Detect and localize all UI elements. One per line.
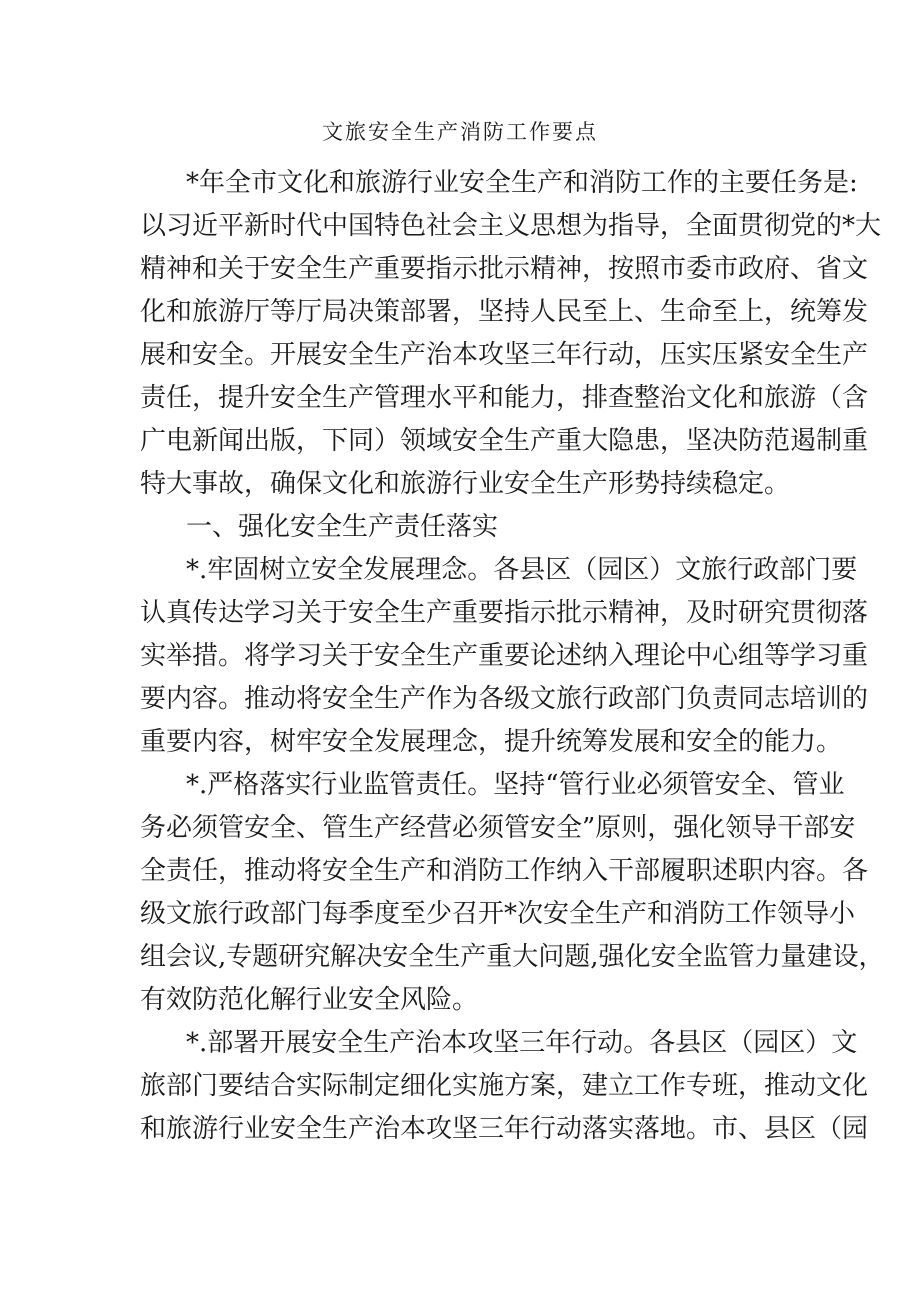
para3-line-2: 旅部门要结合实际制定细化实施方案，建立工作专班，推动文化 xyxy=(140,1071,869,1101)
para2-line-5: 组会议,专题研究解决安全生产重大问题,强化安全监管力量建设， xyxy=(140,942,885,972)
intro-line-7: 广电新闻出版，下同）领域安全生产重大隐患，坚决防范遏制重 xyxy=(140,426,869,456)
para3-line-3: 和旅游行业安全生产治本攻坚三年行动落实落地。市、县区（园 xyxy=(140,1114,869,1144)
para1-line-3: 实举措。将学习关于安全生产重要论述纳入理论中心组等学习重 xyxy=(140,641,869,671)
para2-line-2: 务必须管安全、管生产经营必须管安全”原则，强化领导干部安 xyxy=(140,813,856,843)
intro-line-5: 展和安全。开展安全生产治本攻坚三年行动，压实压紧安全生产 xyxy=(140,340,869,370)
intro-line-2: 以习近平新时代中国特色社会主义思想为指导，全面贯彻党的*大 xyxy=(140,211,882,241)
para2-line-1: *.严格落实行业监管责任。坚持“管行业必须管安全、管业 xyxy=(186,770,845,800)
intro-line-1: *年全市文化和旅游行业安全生产和消防工作的主要任务是: xyxy=(186,168,858,198)
para1-line-2: 认真传达学习关于安全生产重要指示批示精神，及时研究贯彻落 xyxy=(140,598,869,628)
intro-line-4: 化和旅游厅等厅局决策部署，坚持人民至上、生命至上，统筹发 xyxy=(140,297,869,327)
section-heading-1: 一、强化安全生产责任落实 xyxy=(186,512,499,542)
para2-line-6: 有效防范化解行业安全风险。 xyxy=(140,985,479,1015)
para1-line-5: 重要内容，树牢安全发展理念，提升统筹发展和安全的能力。 xyxy=(140,727,843,757)
intro-line-3: 精神和关于安全生产重要指示批示精神，按照市委市政府、省文 xyxy=(140,254,869,284)
para1-line-1: *.牢固树立安全发展理念。各县区（园区）文旅行政部门要 xyxy=(186,555,858,585)
intro-line-6: 责任，提升安全生产管理水平和能力，排查整治文化和旅游（含 xyxy=(140,383,869,413)
intro-line-8: 特大事故，确保文化和旅游行业安全生产形势持续稳定。 xyxy=(140,469,791,499)
para1-line-4: 要内容。推动将安全生产作为各级文旅行政部门负责同志培训的 xyxy=(140,684,869,714)
document-title: 文旅安全生产消防工作要点 xyxy=(322,120,598,144)
para2-line-3: 全责任，推动将安全生产和消防工作纳入干部履职述职内容。各 xyxy=(140,856,869,886)
para2-line-4: 级文旅行政部门每季度至少召开*次安全生产和消防工作领导小 xyxy=(140,899,856,929)
para3-line-1: *.部署开展安全生产治本攻坚三年行动。各县区（园区）文 xyxy=(186,1028,858,1058)
